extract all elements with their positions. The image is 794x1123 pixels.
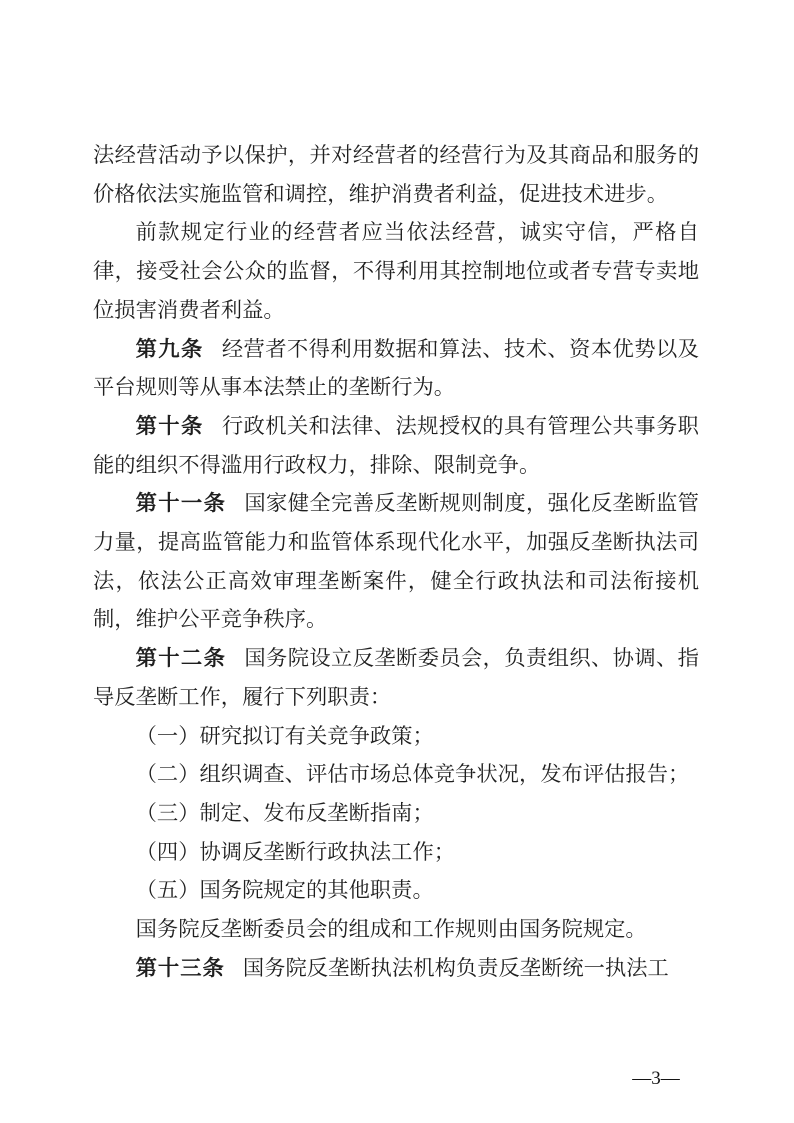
paragraph-text: （四）协调反垄断行政执法工作； bbox=[135, 839, 456, 864]
paragraph-text: （五）国务院规定的其他职责。 bbox=[135, 878, 434, 903]
paragraph-text: 国务院反垄断执法机构负责反垄断统一执法工 bbox=[242, 955, 669, 980]
list-item-5 bbox=[93, 871, 699, 910]
article-term: 第九条 bbox=[135, 336, 204, 361]
paragraph-text: 国务院设立反垄断委员会，负责组织、协调、指导反垄断工作，履行下列职责： bbox=[93, 646, 699, 709]
document-body bbox=[93, 136, 699, 987]
paragraph-continuation bbox=[93, 136, 699, 213]
paragraph-text: 经营者不得利用数据和算法、技术、资本优势以及平台规则等从事本法禁止的垄断行为。 bbox=[93, 336, 699, 400]
paragraph bbox=[93, 910, 699, 949]
list-item-4 bbox=[93, 833, 699, 872]
paragraph-text: 法经营活动予以保护，并对经营者的经营行为及其商品和服务的价格依法实施监管和调控，维护消费者利益，促进技术进步。 bbox=[93, 143, 699, 206]
article-term: 第十二条 bbox=[135, 646, 227, 671]
paragraph-text: （三）制定、发布反垄断指南； bbox=[135, 800, 434, 825]
article-term: 第十一条 bbox=[135, 491, 227, 516]
paragraph-text: 前款规定行业的经营者应当依法经营，诚实守信，严格自律，接受社会公众的监督，不得利用其控制地位或者专营专卖地位损害消费者利益。 bbox=[93, 220, 699, 322]
paragraph-text: 国家健全完善反垄断规则制度，强化反垄断监管力量，提高监管能力和监管体系现代化水平，加强反垄断执法司法，依法公正高效审理垄断案件，健全行政执法和司法衔接机制，维护公平竞争秩序。 bbox=[93, 491, 699, 632]
article-term: 第十三条 bbox=[135, 955, 225, 980]
paragraph-article-10 bbox=[93, 407, 699, 484]
paragraph-text: 国务院反垄断委员会的组成和工作规则由国务院规定。 bbox=[135, 917, 647, 942]
paragraph-text: （一）研究拟订有关竞争政策； bbox=[135, 723, 434, 748]
article-term: 第十条 bbox=[135, 413, 204, 438]
paragraph-text: （二）组织调查、评估市场总体竞争状况，发布评估报告； bbox=[135, 762, 690, 787]
page-number: —3— bbox=[632, 1068, 680, 1089]
paragraph-article-11 bbox=[93, 484, 699, 639]
paragraph bbox=[93, 213, 699, 329]
paragraph-text: 行政机关和法律、法规授权的具有管理公共事务职能的组织不得滥用行政权力，排除、限制竞争。 bbox=[93, 413, 699, 477]
paragraph-article-13 bbox=[93, 949, 699, 988]
list-item-2 bbox=[93, 755, 699, 794]
paragraph-article-12 bbox=[93, 639, 699, 716]
paragraph-article-9 bbox=[93, 330, 699, 407]
list-item-3 bbox=[93, 794, 699, 833]
list-item-1 bbox=[93, 717, 699, 756]
